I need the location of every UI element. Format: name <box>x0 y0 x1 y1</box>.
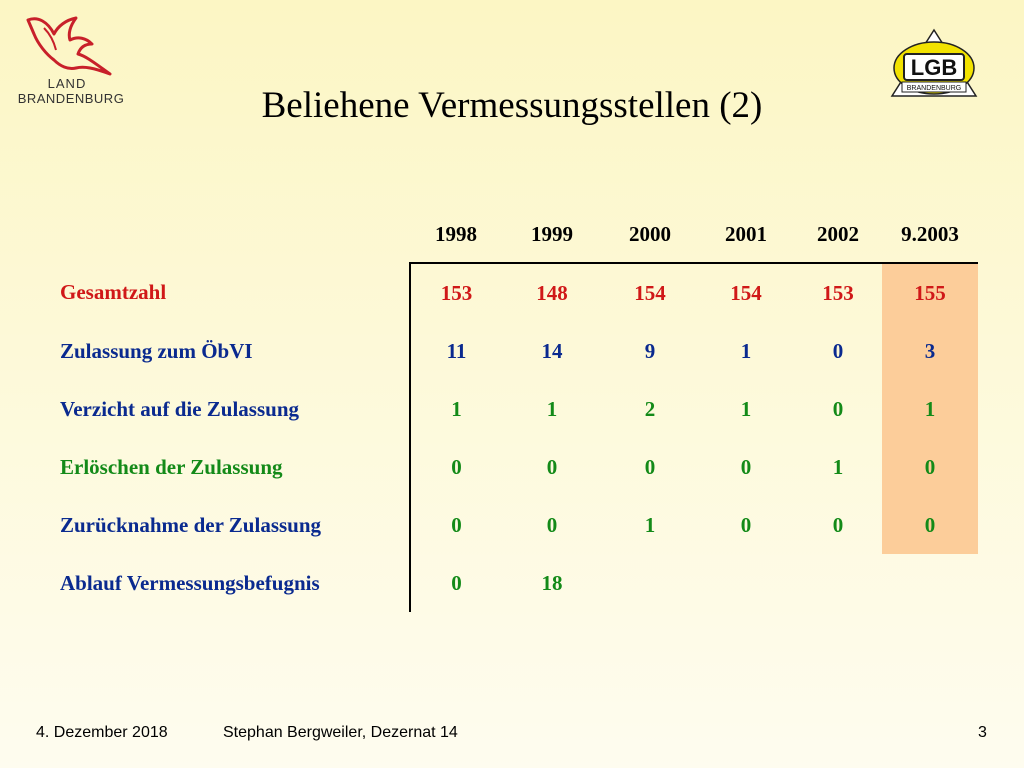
table-cell: 0 <box>546 512 558 537</box>
table-cell-highlighted: 0 <box>882 438 978 496</box>
table-row <box>50 554 978 612</box>
table-cell-highlighted: 1 <box>882 380 978 438</box>
column-header: 2001 <box>725 221 767 246</box>
table-cell: 0 <box>410 554 502 612</box>
table-cell <box>698 554 794 612</box>
table-cell <box>794 554 882 612</box>
table-cell: 0 <box>644 454 656 479</box>
row-label: Gesamtzahl <box>60 280 167 304</box>
corner-cell <box>50 206 410 263</box>
logo-text-brandenburg: BRANDENBURG <box>17 91 125 106</box>
table-row-gesamtzahl <box>50 263 978 322</box>
slide-title: Beliehene Vermessungsstellen (2) <box>261 85 763 126</box>
table-header-row <box>50 206 978 263</box>
table-cell: 1 <box>740 338 752 363</box>
statistics-table <box>50 206 978 612</box>
table-cell: 0 <box>832 396 844 421</box>
table-cell: 154 <box>602 263 698 322</box>
table-cell: 18 <box>541 570 563 595</box>
table-cell <box>602 554 698 612</box>
table-cell <box>882 554 978 612</box>
table-cell: 0 <box>410 438 502 496</box>
table-cell: 1 <box>832 454 844 479</box>
row-label: Zulassung zum ÖbVI <box>60 338 253 363</box>
table-cell: 0 <box>832 338 844 363</box>
table-cell: 9 <box>644 338 656 363</box>
table-cell: 0 <box>832 512 844 537</box>
column-header: 2002 <box>817 221 859 246</box>
table-cell: 0 <box>546 454 558 479</box>
lgb-logo-text: LGB <box>910 55 958 80</box>
table-row <box>50 322 978 380</box>
table-row <box>50 380 978 438</box>
column-header: 1998 <box>435 221 477 246</box>
table-cell: 153 <box>410 263 502 322</box>
table-cell: 154 <box>698 263 794 322</box>
table-row <box>50 438 978 496</box>
column-header: 2000 <box>629 221 671 246</box>
table-cell: 14 <box>541 338 563 363</box>
table-cell: 2 <box>644 396 656 421</box>
table-cell: 1 <box>546 396 558 421</box>
lgb-logo-subtext: BRANDENBURG <box>906 85 962 92</box>
table-cell: 0 <box>740 512 752 537</box>
eagle-icon <box>24 14 114 80</box>
table-cell: 0 <box>740 454 752 479</box>
table-cell-highlighted: 3 <box>882 322 978 380</box>
table-cell: 1 <box>410 380 502 438</box>
table-cell: 1 <box>644 512 656 537</box>
row-label: Verzicht auf die Zulassung <box>60 396 300 421</box>
table-cell: 148 <box>502 263 602 322</box>
table-cell: 0 <box>410 496 502 554</box>
row-label: Ablauf Vermessungsbefugnis <box>60 570 320 595</box>
column-header: 9.2003 <box>901 221 959 246</box>
table-row <box>50 496 978 554</box>
row-label: Zurücknahme der Zulassung <box>60 512 322 537</box>
footer-date: 4. Dezember 2018 <box>36 724 168 741</box>
table-cell: 153 <box>794 263 882 322</box>
row-label: Erlöschen der Zulassung <box>60 454 283 479</box>
footer-author: Stephan Bergweiler, Dezernat 14 <box>223 724 458 741</box>
table-cell-highlighted: 155 <box>882 263 978 322</box>
table-cell-highlighted: 0 <box>882 496 978 554</box>
table-cell: 1 <box>740 396 752 421</box>
column-header: 1999 <box>531 221 573 246</box>
logo-text-land: LAND <box>47 76 87 91</box>
footer-page-number: 3 <box>978 724 987 741</box>
table-cell: 11 <box>410 322 502 380</box>
